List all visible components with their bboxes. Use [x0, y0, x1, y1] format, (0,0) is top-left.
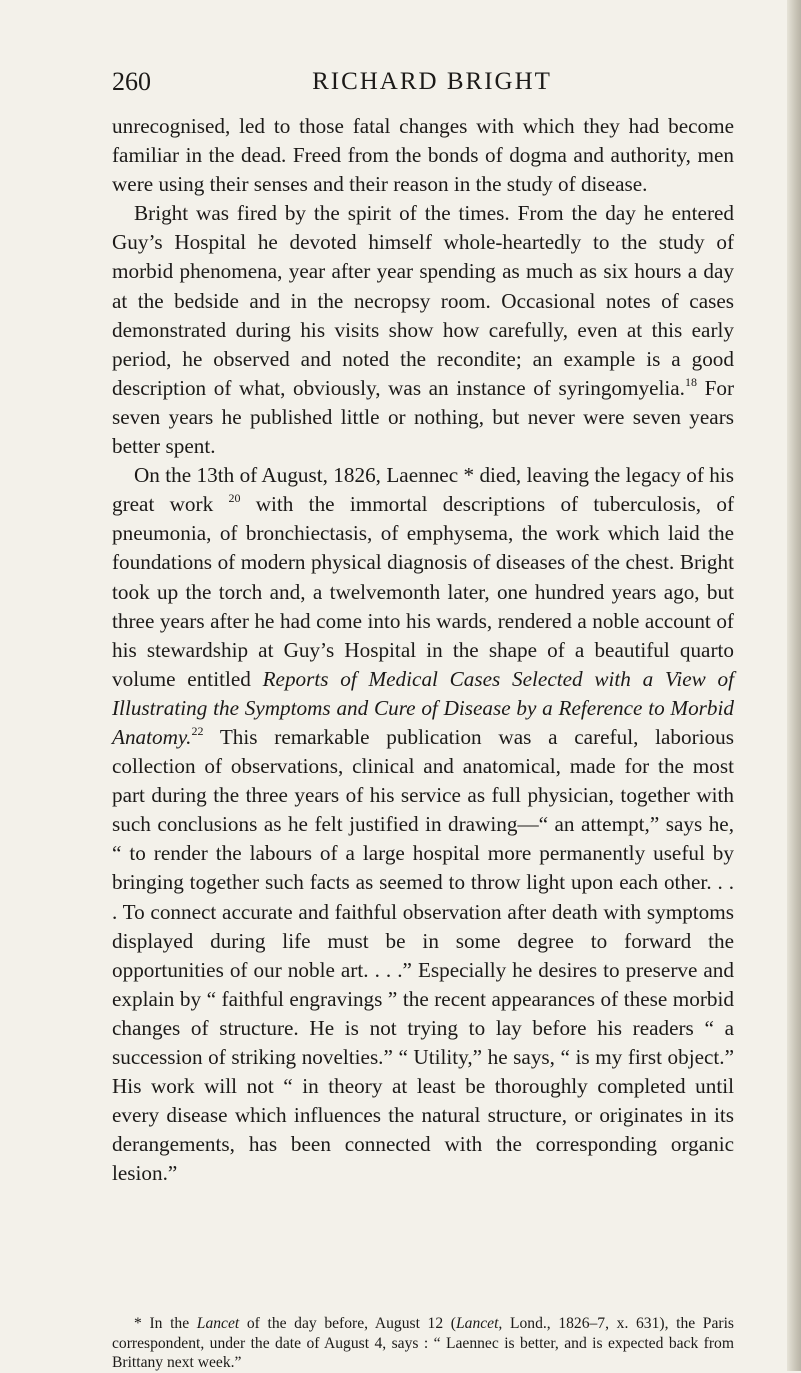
- paragraph-1: [112, 112, 734, 199]
- paragraph-2: [112, 199, 734, 461]
- footnote: [112, 1314, 734, 1373]
- paragraph-3-text-b: with the immortal descriptions of tuberculosis, of pneumonia, of bronchiectasis, of emphysema, the work which laid the foundations of modern physical diagnosis of diseases of the chest. Bright took up the torch and, a twelvemonth later, one hundred years ago, but three years after he had come into his wards, rendered a noble account of his stewardship at Guy’s Hospital in the shape of a beautiful quarto volume entitled: [112, 492, 734, 691]
- paragraph-2-text-a: Bright was fired by the spirit of the times. From the day he entered Guy’s Hospital he devoted himself whole-heartedly to the study of morbid phenomena, year after year spending as much as six hours a day at the bedside and in the necropsy room. Occasional notes of cases demonstrated during his visits show how carefully, even at this early period, he observed and noted the recondite; an example is a good description of what, obviously, was an instance of syringomyelia.: [112, 201, 734, 400]
- page-number: 260: [112, 67, 151, 96]
- footnote-text-c: Lond., 1826–7, x. 631), the Paris correspondent, under the date of August 4, says : “ Laennec is better, and is expected back from Brittany next week.”: [112, 1315, 734, 1371]
- paragraph-3-text-a: On the 13th of August, 1826, Laennec * died, leaving the legacy of his great work: [112, 463, 734, 517]
- page-header: [112, 66, 732, 106]
- footnote-ref-18: 18: [684, 374, 697, 389]
- footnote-ref-20: 20: [228, 491, 241, 506]
- paragraph-2-text-b: For seven years he published little or nothing, but never were seven years better spent.: [112, 375, 735, 459]
- footnote-lancet-1: Lancet: [196, 1315, 240, 1332]
- page-edge-shadow: [787, 0, 801, 1371]
- paragraph-3-text-c: This remarkable publication was a careful, laborious collection of observations, clinical and anatomical, made for the most part during the three years of his service as full physician, together with such conclusions as he felt justified in drawing—“ an attempt,” says he, “ to render the labours of a large hospital more permanently useful by bringing together such facts as seemed to throw light upon each other. . . . To connect accurate and faithful observation after death with symptoms displayed during life must be in some degree to forward the opportunities of our noble art. . . .” Especially he desires to preserve and explain by “ faithful engravings ” the recent appearances of these morbid changes of structure. He is not trying to lay before his readers “ a succession of striking novelties.” “ Utility,” he says, “ is my first object.” His work will not “ in theory at least be thoroughly completed until every disease which influences the natural structure, or originates in its derangements, has been connected with the corresponding organic lesion.”: [112, 724, 734, 1186]
- body-text: [112, 112, 734, 1188]
- running-title: RICHARD BRIGHT: [312, 68, 552, 95]
- footnote-ref-22: 22: [191, 723, 204, 738]
- footnote-text-a: * In the: [134, 1315, 197, 1332]
- footnote-lancet-2: Lancet,: [455, 1315, 503, 1332]
- paragraph-3: [112, 461, 734, 1188]
- book-title: Reports of Medical Cases Selected with a View of Illustrating the Symptoms and Cure of Disease by a Reference to Morbid Anatomy.: [112, 666, 734, 749]
- paragraph-1-text: unrecognised, led to those fatal changes with which they had become familiar in the dead. Freed from the bonds of dogma and authority, men were using their senses and their reason in the study of disease.: [112, 114, 734, 197]
- footnote-text-b: of the day before, August 12 (: [239, 1315, 456, 1332]
